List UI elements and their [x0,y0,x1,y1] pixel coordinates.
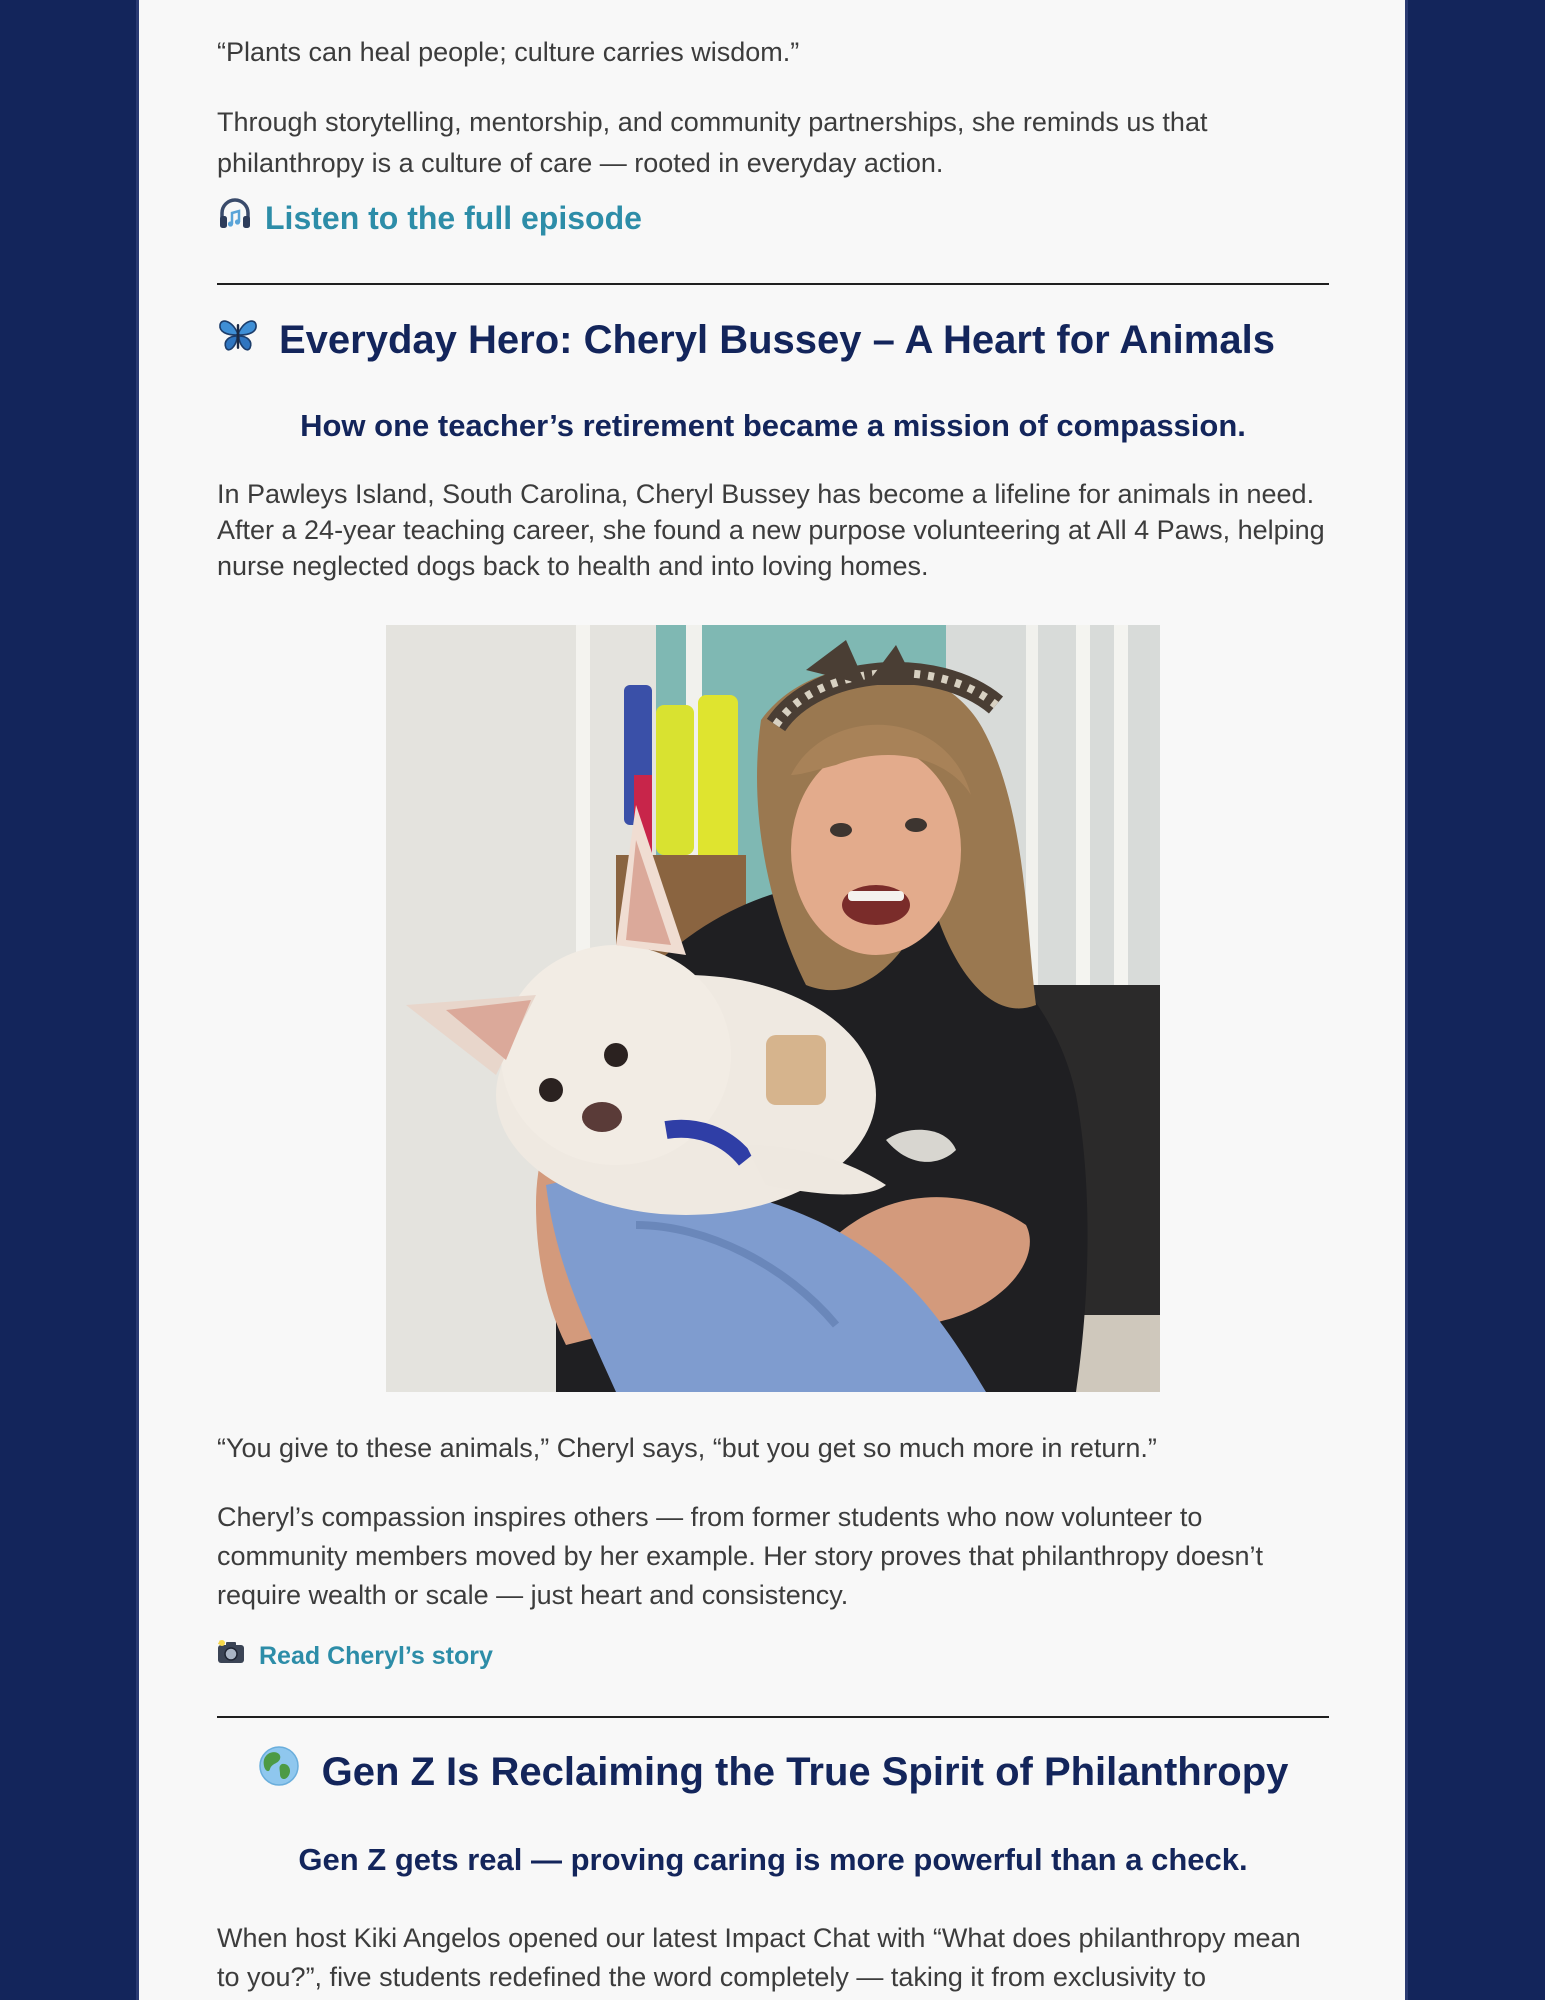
genz-title-row [217,1750,1329,1795]
section-divider-2 [217,1716,1329,1718]
section-divider-1 [217,283,1329,285]
cheryl-with-dog-photo [386,625,1160,1392]
globe-icon [258,1745,300,1787]
read-story-row [217,1642,1329,1671]
cheryl-section-title: Everyday Hero: Cheryl Bussey – A Heart for Animals [279,318,1275,362]
headphones-icon [217,196,253,232]
cheryl-quote: “You give to these animals,” Cheryl says, “but you get so much more in return.” [217,1433,1157,1463]
listen-episode-link[interactable]: Listen to the full episode [265,200,642,236]
plants-quote: “Plants can heal people; culture carries wisdom.” [217,37,800,67]
listen-episode-row [217,200,1329,237]
cheryl-subhead: How one teacher’s retirement became a mission of compassion. [300,408,1246,443]
cheryl-title-row [217,318,1329,363]
genz-subhead: Gen Z gets real — proving caring is more powerful than a check. [298,1842,1248,1877]
read-cheryl-story-link[interactable]: Read Cheryl’s story [259,1642,493,1670]
newsletter-card [139,0,1405,2000]
camera-flash-icon [217,1639,245,1665]
genz-intro-paragraph: When host Kiki Angelos opened our latest Impact Chat with “What does philanthropy mean to you?”, five students redefined the word completely — taking it from exclusivity to [217,1923,1301,1992]
genz-section-title: Gen Z Is Reclaiming the True Spirit of Philanthropy [321,1750,1289,1794]
butterfly-icon [217,314,259,356]
cheryl-intro-paragraph: In Pawleys Island, South Carolina, Cheryl Bussey has become a lifeline for animals in need. After a 24-year teaching career, she found a new purpose volunteering at All 4 Paws, helping nurse neglected dogs back to health and into loving homes. [217,479,1325,581]
storytelling-paragraph: Through storytelling, mentorship, and community partnerships, she reminds us that philanthropy is a culture of care — rooted in everyday action. [217,107,1208,178]
cheryl-compassion-paragraph: Cheryl’s compassion inspires others — from former students who now volunteer to community members moved by her example. Her story proves that philanthropy doesn’t require wealth or scale — just heart and consistency. [217,1502,1263,1610]
